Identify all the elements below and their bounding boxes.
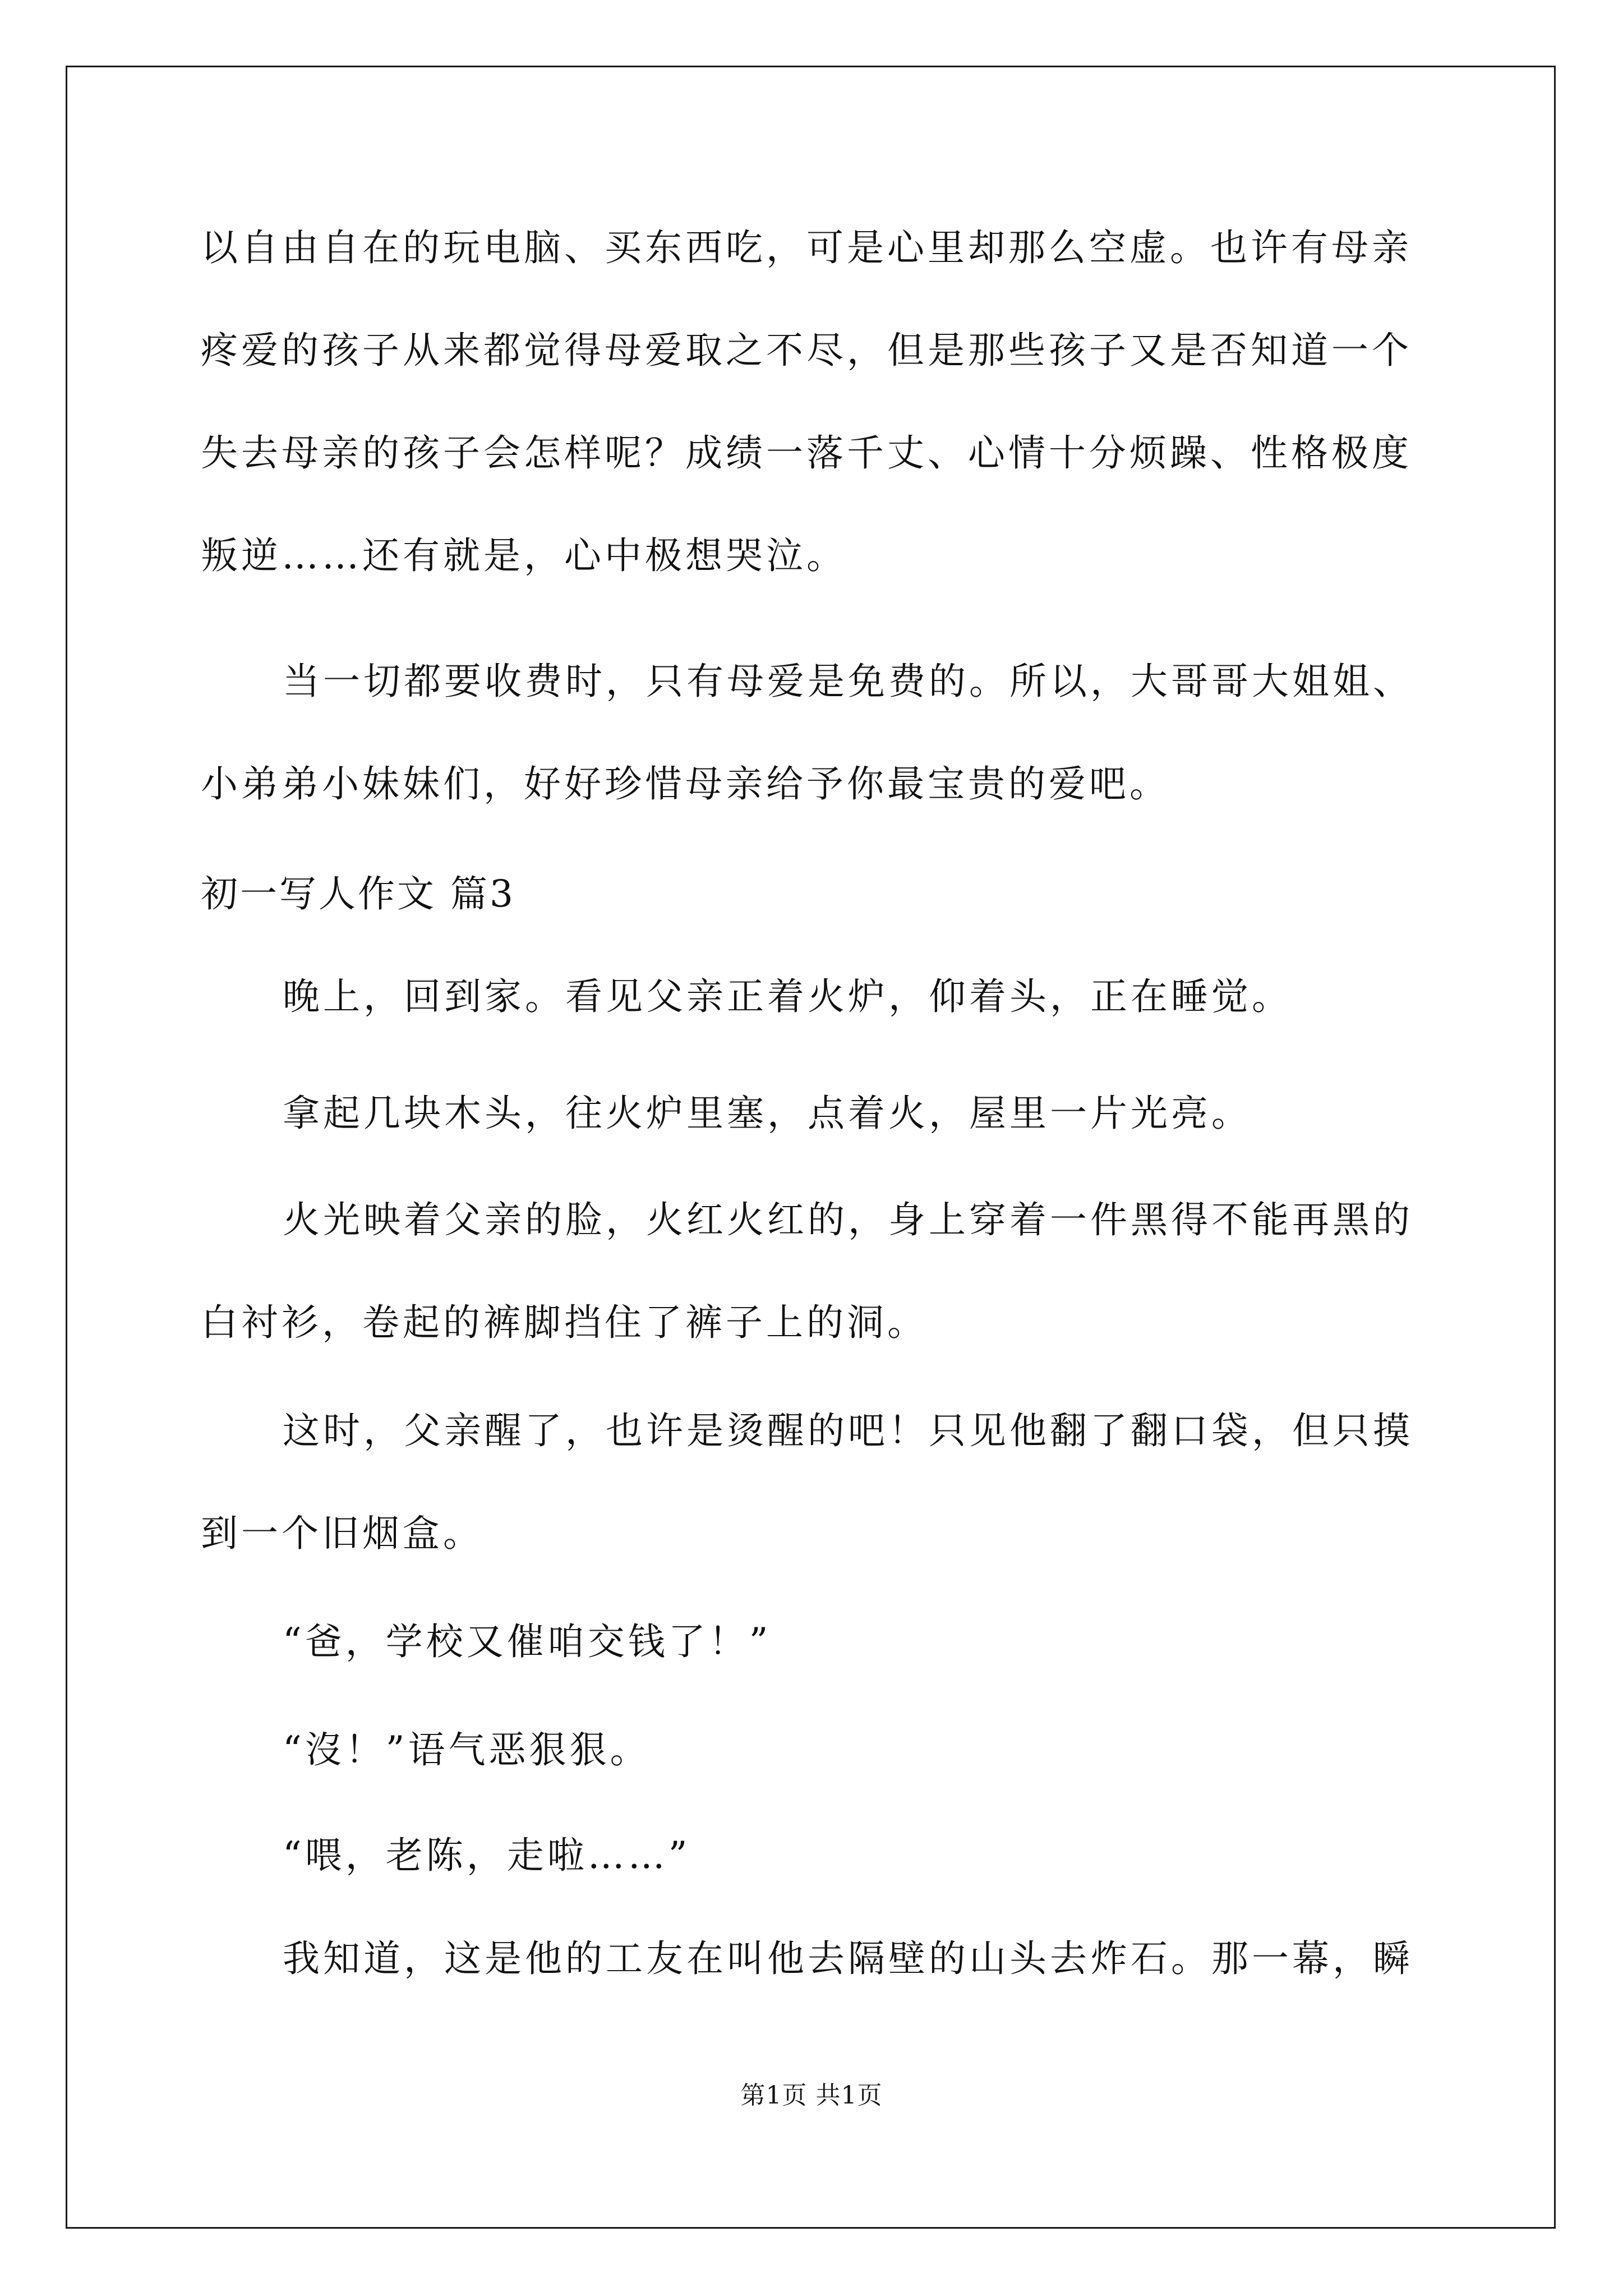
paragraph-line: 叛逆……还有就是，心中极想哭泣。 (201, 534, 847, 577)
paragraph-line: 失去母亲的孩子会怎样呢？成绩一落千丈、心情十分烦躁、性格极度 (201, 431, 1412, 475)
paragraph-line: 白衬衫，卷起的裤脚挡住了裤子上的洞。 (201, 1301, 928, 1344)
paragraph-line: 疼爱的孩子从来都觉得母爱取之不尽，但是那些孩子又是否知道一个 (201, 329, 1412, 372)
paragraph-line: 小弟弟小妹妹们，好好珍惜母亲给予你最宝贵的爱吧。 (201, 762, 1170, 806)
dialogue-line: “爸，学校又催咱交钱了！” (283, 1620, 772, 1663)
paragraph-line: 当一切都要收费时，只有母爱是免费的。所以，大哥哥大姐姐、 (283, 660, 1413, 703)
dialogue-line: “喂，老陈，走啦……” (283, 1834, 691, 1877)
paragraph-line: 以自由自在的玩电脑、买东西吃，可是心里却那么空虚。也许有母亲 (201, 226, 1412, 269)
paragraph-line: 这时，父亲醒了，也许是烫醒的吧！只见他翻了翻口袋，但只摸 (283, 1409, 1413, 1452)
dialogue-line: “沒！”语气恶狠狠。 (283, 1728, 651, 1772)
page-border (66, 66, 1556, 2229)
paragraph-line: 我知道，这是他的工友在叫他去隔壁的山头去炸石。那一幕，瞬 (283, 1937, 1413, 1980)
paragraph-line: 拿起几块木头，往火炉里塞，点着火，屋里一片光亮。 (283, 1092, 1252, 1135)
paragraph-line: 晚上，回到家。看见父亲正着火炉，仰着头，正在睡觉。 (283, 975, 1292, 1018)
section-heading: 初一写人作文 篇3 (201, 872, 515, 915)
paragraph-line: 到一个旧烟盒。 (201, 1512, 483, 1555)
page-footer: 第1页 共1页 (740, 2081, 883, 2110)
paragraph-line: 火光映着父亲的脸，火红火红的，身上穿着一件黑得不能再黑的 (283, 1198, 1413, 1241)
